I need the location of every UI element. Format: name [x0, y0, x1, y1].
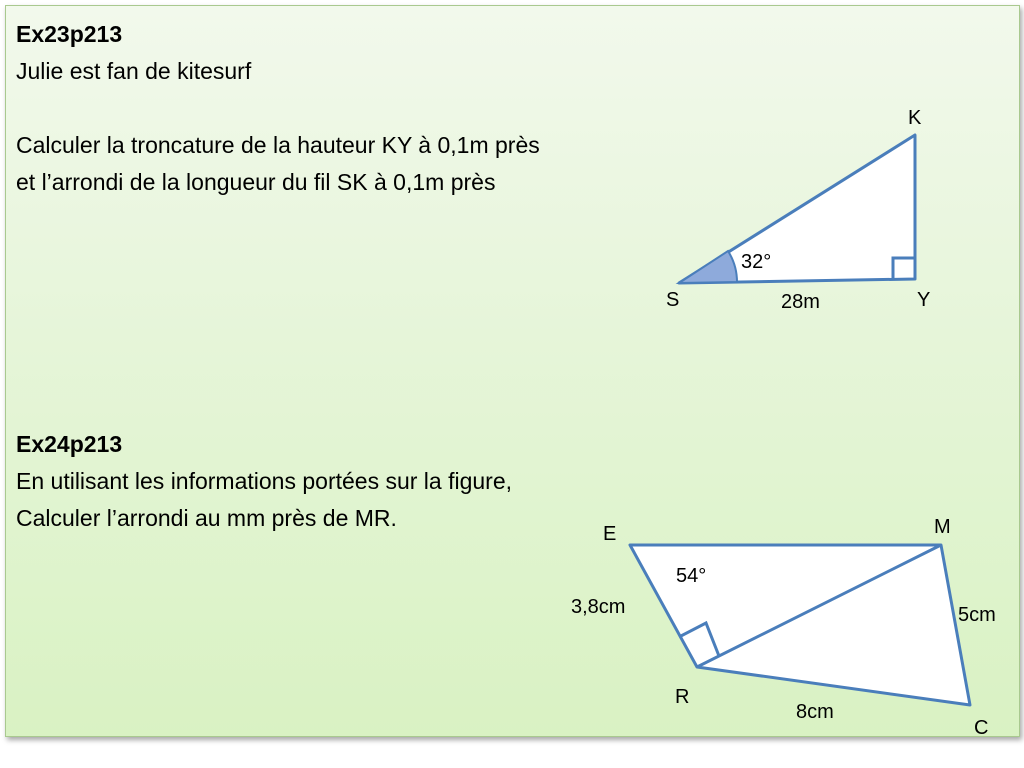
label-s: S	[666, 289, 680, 311]
slide	[5, 5, 1020, 737]
exercise-23-line-1: Julie est fan de kitesurf	[16, 58, 252, 84]
exercise-23-line-3: et l’arrondi de la longueur du fil SK à 0,1m près	[16, 169, 496, 195]
side-er-label: 3,8cm	[571, 596, 626, 618]
label-r: R	[675, 686, 690, 708]
label-c: C	[974, 717, 989, 739]
exercise-24-line-2: Calculer l’arrondi au mm près de MR.	[16, 505, 397, 531]
side-mc-label: 5cm	[958, 604, 996, 626]
label-e: E	[603, 523, 617, 545]
angle-label: 54°	[676, 565, 707, 587]
quadrilateral-emcr-figure	[6, 6, 1019, 739]
exercise-24-title: Ex24p213	[16, 431, 123, 457]
exercise-23-title: Ex23p213	[16, 21, 123, 47]
label-y: Y	[917, 289, 931, 311]
exercise-24-line-1: En utilisant les informations portées sur la figure,	[16, 468, 513, 494]
exercise-23-line-2: Calculer la troncature de la hauteur KY à 0,1m près	[16, 132, 540, 158]
label-k: K	[908, 107, 922, 129]
side-sy-label: 28m	[781, 291, 820, 313]
side-rc-label: 8cm	[796, 701, 834, 723]
angle-s-label: 32°	[741, 251, 772, 273]
label-m: M	[934, 516, 951, 538]
